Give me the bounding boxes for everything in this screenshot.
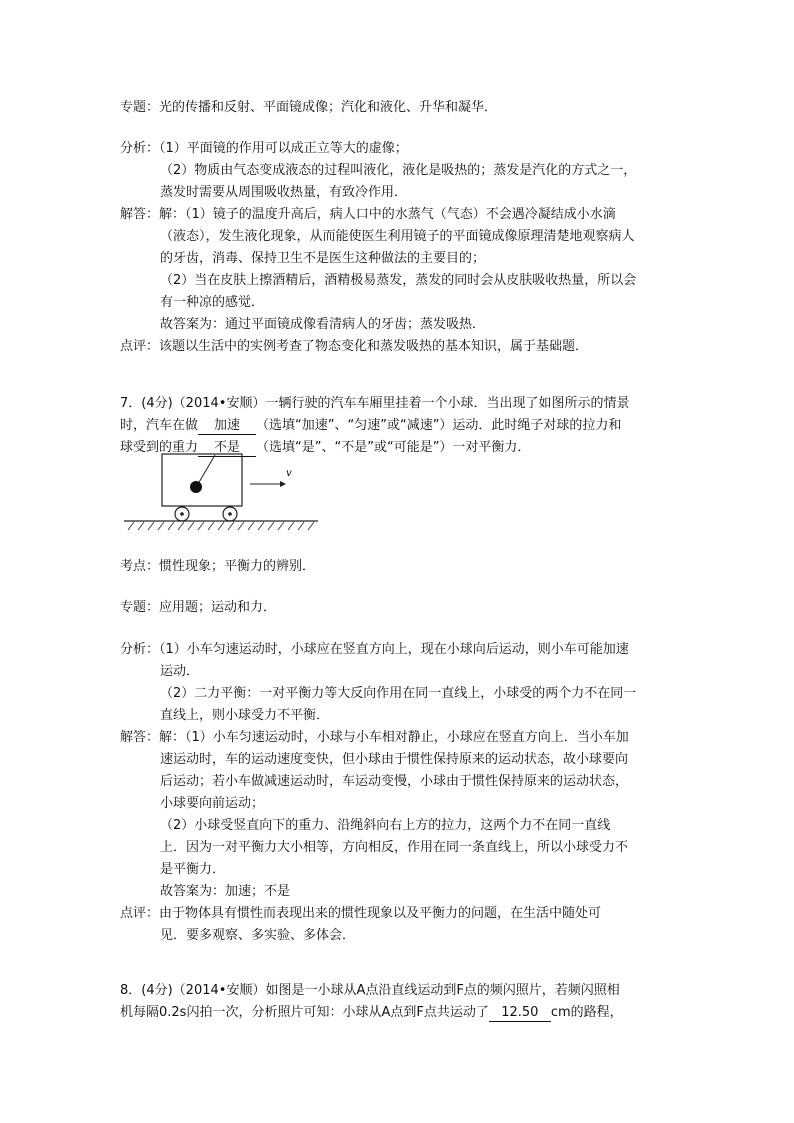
topic-line: 专题：应用题；运动和力．: [120, 600, 277, 615]
solution-line: 解答：解：（1）小车匀速运动时，小球与小车相对静止，小球应在竖直方向上．当小车加: [120, 730, 629, 745]
wheel-hub: [180, 512, 184, 516]
solution-line: 上．因为一对平衡力大小相等，方向相反，作用在同一条直线上，所以小球受力不: [160, 840, 629, 855]
solution-line: 是平衡力．: [160, 862, 226, 877]
question-7-stem: [120, 417, 621, 435]
ground-hatching: [128, 522, 314, 530]
string: [198, 455, 215, 484]
solution-line: 有一种凉的感觉．: [160, 295, 265, 310]
analysis-line: （2）二力平衡：一对平衡力等大反向作用在同一直线上，小球受的两个力不在同一: [160, 686, 637, 701]
answer-line: 故答案为：加速；不是: [160, 884, 291, 899]
answer-blank: 不是: [198, 440, 256, 457]
solution-line: （液态），发生液化现象，从而能使医生利用镜子的平面镜成像原理清楚地观察病人: [160, 229, 635, 244]
key-point-line: 考点：惯性现象；平衡力的辨别．: [120, 559, 316, 574]
answer-line: 故答案为：通过平面镜成像看清病人的牙齿；蒸发吸热．: [160, 317, 486, 332]
ball: [190, 481, 202, 493]
answer-blank: 加速: [198, 418, 256, 435]
topic-line: 专题：光的传播和反射、平面镜成像；汽化和液化、升华和凝华．: [120, 100, 498, 115]
question-8-stem: 8．(4分)（2014•安顺）如图是一小球从A点沿直线运动到F点的频闪照片，若频闪照相: [120, 983, 620, 998]
solution-line: （2）小球受竖直向下的重力、沿绳斜向右上方的拉力，这两个力不在同一直线: [160, 818, 611, 833]
solution-line: 的牙齿，消毒、保持卫生不是医生这种做法的主要目的；: [160, 251, 486, 266]
stem-text: cm的路程，: [550, 1005, 623, 1020]
comment-line: 见．要多观察、多实验、多体会．: [160, 928, 356, 943]
velocity-label: v: [286, 468, 292, 479]
question-7-stem: 7．(4分)（2014•安顺）一辆行驶的汽车车厢里挂着一个小球．当出现了如图所示的情景: [120, 396, 630, 411]
stem-text: （选填“加速”、“匀速”或“减速”）运动．此时绳子对球的拉力和: [256, 418, 622, 433]
stem-text: （选填“是”、“不是”或“可能是”）一对平衡力．: [256, 440, 531, 455]
comment-line: 点评：由于物体具有惯性而表现出来的惯性现象以及平衡力的问题，在生活中随处可: [120, 906, 602, 921]
solution-line: 后运动；若小车做减速运动时，车运动变慢，小球由于惯性保持原来的运动状态，: [160, 774, 629, 789]
comment-line: 点评：该题以生活中的实例考查了物态变化和蒸发吸热的基本知识，属于基础题．: [120, 339, 589, 354]
stem-text: 时，汽车在做: [120, 418, 199, 433]
solution-line: 解答：解：（1）镜子的温度升高后，病人口中的水蒸气（气态）不会遇冷凝结成小水滴: [120, 207, 616, 222]
analysis-line: 运动．: [160, 664, 200, 679]
answer-blank: 12.50: [489, 1005, 551, 1022]
solution-line: 小球要向前运动；: [160, 796, 265, 811]
question-8-stem: [120, 1004, 623, 1022]
stem-text: 球受到的重力: [120, 440, 199, 455]
stem-text: 机每隔0.2s闪拍一次，分析照片可知：小球从A点到F点共运动了: [120, 1005, 489, 1020]
analysis-line: 直线上，则小球受力不平衡．: [160, 708, 330, 723]
analysis-line: （2）物质由气态变成液态的过程叫液化，液化是吸热的；蒸发是汽化的方式之一，: [160, 163, 637, 178]
analysis-line: 蒸发时需要从周围吸收热量，有致冷作用．: [160, 185, 408, 200]
arrow-head: [280, 481, 286, 487]
cart-body: [162, 454, 242, 506]
solution-line: （2）当在皮肤上擦酒精后，酒精极易蒸发，蒸发的同时会从皮肤吸收热量，所以会: [160, 273, 637, 288]
analysis-line: 分析：（1）小车匀速运动时，小球应在竖直方向上，现在小球向后运动，则小车可能加速: [120, 642, 629, 657]
analysis-line: 分析：（1）平面镜的作用可以成正立等大的虚像；: [120, 141, 408, 156]
cart-figure: [120, 450, 320, 532]
wheel-hub: [228, 512, 232, 516]
solution-line: 速运动时，车的运动速度变快，但小球由于惯性保持原来的运动状态，故小球要向: [160, 752, 629, 767]
